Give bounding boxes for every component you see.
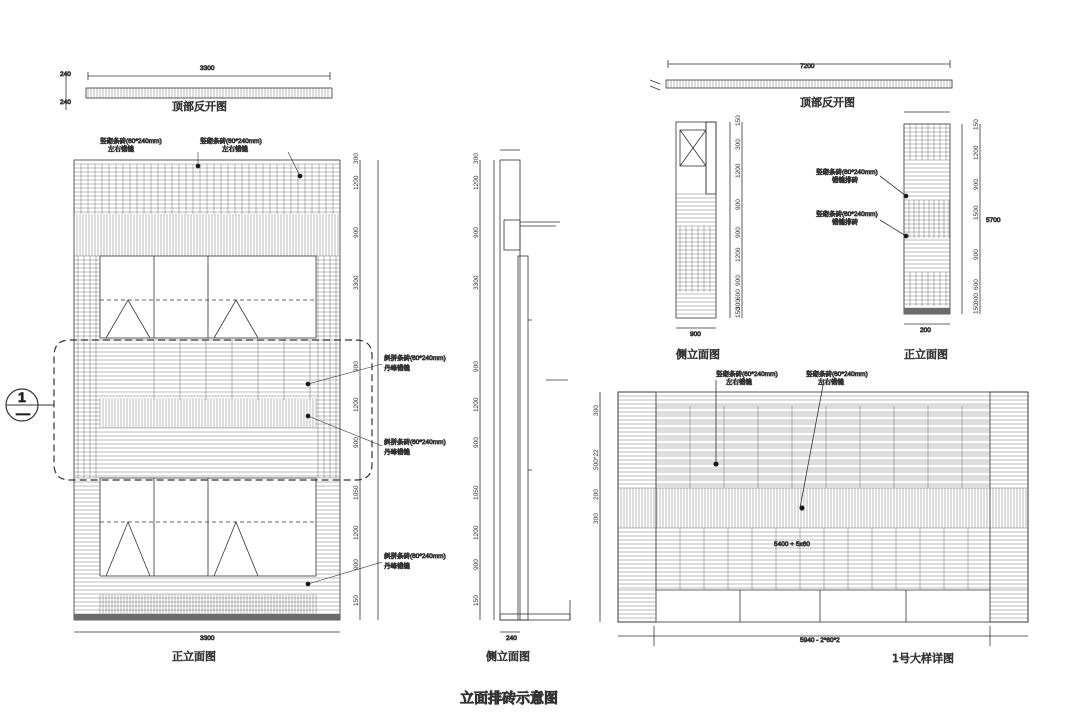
callout-sub: — <box>16 405 30 421</box>
fr-note-1-sub: 错缝排砖 <box>832 177 858 184</box>
front-right-dim-2: 900 <box>973 179 980 190</box>
front-left-dim-2: 900 <box>353 227 360 238</box>
side-left-dim-6: 900 <box>473 437 480 448</box>
side-right-bottom-dim: 900 <box>690 331 701 338</box>
side-left-dim-2: 900 <box>473 227 480 238</box>
side-right-dim-6: 900 <box>735 275 742 286</box>
detail-title: 1号大样详图 <box>892 652 954 665</box>
side-right-title: 侧立面图 <box>676 348 720 361</box>
fl-note-2-sub: 左右错缝 <box>222 146 248 153</box>
front-left-dim-4: 900 <box>353 361 360 372</box>
side-right-elevation <box>676 122 742 328</box>
front-left-dim-0: 300 <box>353 153 360 164</box>
front-right-total-dim: 5700 <box>986 217 1001 224</box>
detail-note-1-sub: 左右错缝 <box>726 379 752 386</box>
detail-inner-label: 5400 + 5x60 <box>774 541 810 548</box>
front-left-elevation <box>6 160 378 632</box>
fl-note-2: 竖砌条砖(60*240mm) <box>200 138 262 145</box>
side-left-dim-3: 3300 <box>473 275 480 290</box>
side-right-dim-8: 300 <box>735 299 742 310</box>
side-right-dim-5: 1200 <box>735 247 742 262</box>
fr-note-2: 竖砌条砖(60*240mm) <box>816 211 878 218</box>
top-left-side-dim-2: 240 <box>60 99 71 106</box>
detail-dim-1: 500*22 <box>593 449 600 470</box>
side-left-dim-5: 1200 <box>473 397 480 412</box>
detail-note-2: 竖砌条砖(60*240mm) <box>806 371 868 378</box>
fl-note-1-sub: 左右错缝 <box>108 146 134 153</box>
detail-dim-3: 300 <box>593 513 600 524</box>
front-right-elevation <box>880 112 980 324</box>
detail-note-1: 竖砌条砖(60*240mm) <box>716 371 778 378</box>
fl-note-1: 竖砌条砖(60*240mm) <box>100 138 162 145</box>
side-right-dim-4: 900 <box>735 227 742 238</box>
front-left-dim-10: 150 <box>353 595 360 606</box>
side-left-dim-8: 1200 <box>473 525 480 540</box>
front-right-dim-6: 300 <box>973 293 980 304</box>
top-left-dim: 3300 <box>200 65 215 72</box>
front-left-dim-1: 1200 <box>353 175 360 190</box>
side-right-dim-2: 1200 <box>735 163 742 178</box>
fr-note-1: 竖砌条砖(60*240mm) <box>816 169 878 176</box>
fl-note-4-sub: 丹峰错缝 <box>384 449 410 456</box>
front-right-title: 正立面图 <box>904 348 948 361</box>
front-right-dim-7: 150 <box>973 303 980 314</box>
side-left-dim-1: 1200 <box>473 175 480 190</box>
detail-dim-2: 200 <box>593 489 600 500</box>
front-left-width-dim: 3300 <box>200 635 215 642</box>
fl-note-3: 斜拼条砖(60*240mm) <box>384 355 446 362</box>
fl-note-3-sub: 丹峰错缝 <box>384 365 410 372</box>
detail-dim-0: 300 <box>593 405 600 416</box>
fl-note-4: 斜拼条砖(60*240mm) <box>384 439 446 446</box>
front-right-dim-3: 1500 <box>973 205 980 220</box>
side-left-dim-10: 150 <box>473 595 480 606</box>
side-right-dim-1: 300 <box>735 139 742 150</box>
front-right-dim-4: 900 <box>973 249 980 260</box>
side-left-bottom-dim: 240 <box>506 635 517 642</box>
side-right-dim-3: 900 <box>735 199 742 210</box>
side-left-dim-7: 1050 <box>473 485 480 500</box>
front-right-dim-1: 1200 <box>973 145 980 160</box>
top-right-title: 顶部反开图 <box>800 96 855 109</box>
side-right-dim-9: 150 <box>735 307 742 318</box>
fl-note-5: 斜拼条砖(60*240mm) <box>384 553 446 560</box>
side-right-dim-7: 600 <box>735 289 742 300</box>
side-left-title: 侧立面图 <box>486 650 530 663</box>
front-right-dim-0: 150 <box>973 119 980 130</box>
front-left-dim-5: 1200 <box>353 397 360 412</box>
front-left-dim-3: 3300 <box>353 275 360 290</box>
top-left-title: 顶部反开图 <box>172 100 227 113</box>
front-right-dim-5: 600 <box>973 279 980 290</box>
detail-bottom-dim: 5940 - 2*60*2 <box>800 637 840 644</box>
fr-note-2-sub: 错缝排砖 <box>832 219 858 226</box>
side-right-dim-0: 150 <box>735 115 742 126</box>
front-left-dim-8: 1200 <box>353 525 360 540</box>
detail-view <box>600 380 1028 646</box>
front-left-dim-7: 1050 <box>353 485 360 500</box>
front-left-dim-6: 900 <box>353 437 360 448</box>
front-left-dim-9: 900 <box>353 559 360 570</box>
callout-number: 1 <box>18 389 26 405</box>
sheet-title: 立面排砖示意图 <box>460 691 558 707</box>
detail-note-2-sub: 左右错缝 <box>818 379 844 386</box>
top-right-dim: 7200 <box>800 63 815 70</box>
side-left-dim-0: 300 <box>473 153 480 164</box>
fl-note-5-sub: 丹峰错缝 <box>384 563 410 570</box>
top-left-side-dim-1: 240 <box>60 71 71 78</box>
front-right-bottom-dim: 200 <box>920 327 931 334</box>
front-left-title: 正立面图 <box>172 650 216 663</box>
side-left-dim-9: 900 <box>473 559 480 570</box>
side-left-dim-4: 900 <box>473 361 480 372</box>
side-left-elevation <box>480 150 570 632</box>
